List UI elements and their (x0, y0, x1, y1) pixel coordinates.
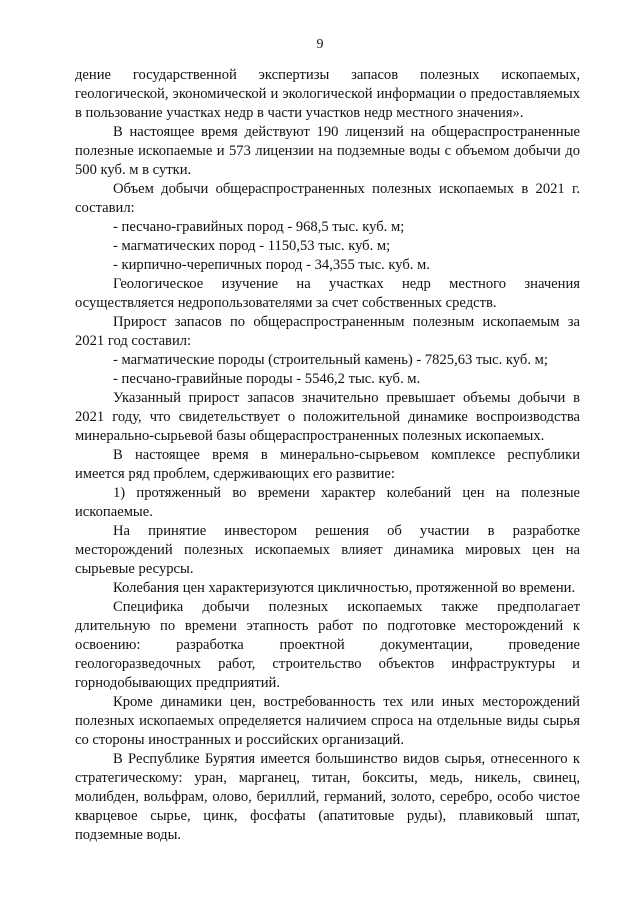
paragraph-mining-specifics: Специфика добычи полезных ископаемых также предполагает длительную по времени этапность работ по подготовке месторождений к освоению: разработка проектной документации, проведение геологоразведочных работ, строительство объектов инфраструктуры и горнодобывающих предприятий. (75, 599, 580, 691)
paragraph-geological-study: Геологическое изучение на участках недр местного значения осуществляется недропользователями за счет собственных средств. (75, 276, 580, 311)
paragraph-reserves-growth: Прирост запасов по общераспространенным полезным ископаемым за 2021 год составил: (75, 314, 580, 349)
paragraph-investor-decision: На принятие инвестором решения об участии в разработке месторождений полезных ископаемых влияет динамика мировых цен на сырьевые ресурсы. (75, 523, 580, 577)
list-item-sand-gravel-reserves: - песчано-гравийные породы - 5546,2 тыс. куб. м. (113, 371, 421, 387)
paragraph-demand: Кроме динамики цен, востребованность тех или иных месторождений полезных ископаемых определяется наличием спроса на отдельные виды сырья со стороны иностранных и российских организаций. (75, 694, 580, 748)
paragraph-growth-exceeds: Указанный прирост запасов значительно превышает объемы добычи в 2021 году, что свидетельствует о положительной динамике воспроизводства минерально-сырьевой базы общераспространенных полезных ископаемых. (75, 390, 580, 444)
list-item-igneous: - магматических пород - 1150,53 тыс. куб. м; (113, 238, 391, 254)
page-number: 9 (316, 37, 324, 52)
paragraph-price-cycles: Колебания цен характеризуются цикличностью, протяженной во времени. (113, 580, 576, 596)
paragraph-strategic-resources: В Республике Бурятия имеется большинство видов сырья, отнесенного к стратегическому: уран, марганец, титан, бокситы, медь, никель, свинец, молибден, вольфрам, олово, бериллий, германий, золото, серебро, особо чистое кварцевое сырье, цинк, фосфаты (апатитовые руды), плавиковый шпат, подземные воды. (75, 751, 580, 843)
paragraph-problem-1: 1) протяженный во времени характер колебаний цен на полезные ископаемые. (75, 485, 580, 520)
list-item-igneous-reserves: - магматические породы (строительный камень) - 7825,63 тыс. куб. м; (113, 352, 548, 368)
paragraph-licenses: В настоящее время действуют 190 лицензий на общераспространенные полезные ископаемые и 573 лицензии на подземные воды с объемом добычи до 500 куб. м в сутки. (75, 124, 580, 178)
paragraph-problems: В настоящее время в минерально-сырьевом комплексе республики имеется ряд проблем, сдерживающих его развитие: (75, 447, 580, 482)
paragraph-continuation: дение государственной экспертизы запасов полезных ископаемых, геологической, экономической и экологической информации о предоставляемых в пользование участках недр в части участков недр местного значения». (75, 67, 580, 121)
document-body (75, 66, 580, 845)
list-item-sand-gravel: - песчано-гравийных пород - 968,5 тыс. куб. м; (113, 219, 405, 235)
paragraph-production-volume: Объем добычи общераспространенных полезных ископаемых в 2021 г. составил: (75, 181, 580, 216)
list-item-brick-tile: - кирпично-черепичных пород - 34,355 тыс. куб. м. (113, 257, 430, 273)
